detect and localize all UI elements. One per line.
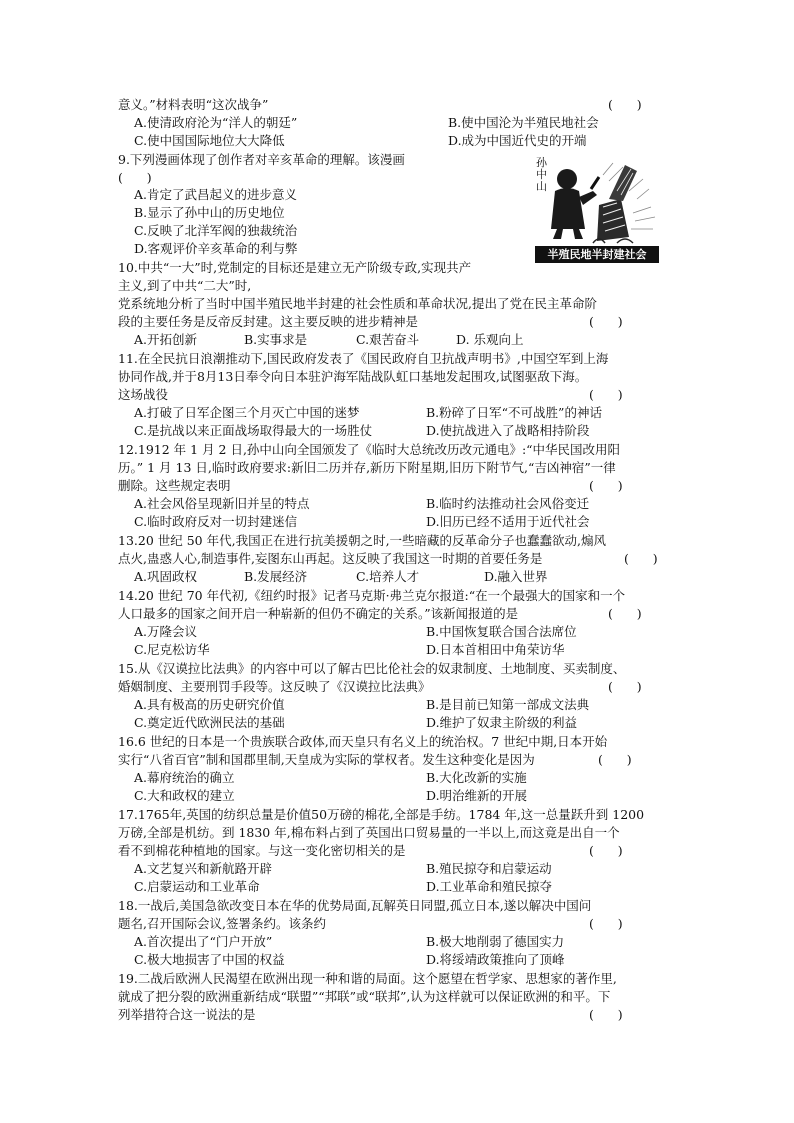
- q16-option-b: B.大化改新的实施: [426, 770, 527, 785]
- q15-option-b: B.是目前已知第一部成文法典: [426, 697, 590, 712]
- q15-line-2: 婚姻制度、主要刑罚手段等。这反映了《汉谟拉比法典》: [118, 679, 431, 694]
- q19-line-3: 列举措符合这一说法的是: [118, 1007, 256, 1022]
- q17-line-3: 看不到棉花种植地的国家。与这一变化密切相关的是: [118, 843, 406, 858]
- q18-line-2: 题名,召开国际会议,签署条约。该条约: [118, 916, 326, 931]
- q8-option-b: B.使中国沦为半殖民地社会: [448, 115, 599, 130]
- q13-option-c: C.培养人才: [356, 569, 420, 584]
- q18-option-b: B.极大地削弱了德国实力: [426, 934, 565, 949]
- q14-option-a: A.万隆会议: [134, 624, 198, 639]
- q17-option-b: B.殖民掠夺和启蒙运动: [426, 861, 552, 876]
- q13-line-1: 13.20 世纪 50 年代,我国正在进行抗美援朝之时,一些暗藏的反革命分子也蠢蠢欲动,煽风: [118, 533, 607, 548]
- q12-option-a: A.社会风俗呈现新旧并呈的特点: [134, 496, 310, 511]
- q12-line-3: 删除。这些规定表明: [118, 478, 231, 493]
- q11-option-b: B.粉碎了日军“不可战胜”的神话: [426, 405, 602, 420]
- q9-answer-bracket: ( ): [118, 170, 152, 185]
- q16-answer-bracket: ( ): [598, 752, 632, 767]
- q18-option-a: A.首次提出了“门户开放”: [134, 934, 273, 949]
- q16-option-c: C.大和政权的建立: [134, 788, 235, 803]
- q10-option-a: A.开拓创新: [134, 332, 198, 347]
- q18-answer-bracket: ( ): [589, 916, 623, 931]
- q11-line-1: 11.在全民抗日浪潮推动下,国民政府发表了《国民政府自卫抗战声明书》,中国空军到上海: [118, 351, 609, 366]
- q10-option-b: B.实事求是: [244, 332, 308, 347]
- q13-line-2: 点火,蛊惑人心,制造事件,妄图东山再起。这反映了我国这一时期的首要任务是: [118, 551, 543, 566]
- q15-answer-bracket: ( ): [608, 679, 642, 694]
- q16-line-1: 16.6 世纪的日本是一个贵族联合政体,而天皇只有名义上的统治权。7 世纪中期,日本开始: [118, 734, 608, 749]
- q11-line-2: 协同作战,并于8月13日奉令向日本驻沪海军陆战队虹口基地发起围攻,试图驱敌下海。: [118, 369, 588, 384]
- q11-option-d: D.使抗战进入了战略相持阶段: [426, 423, 590, 438]
- q15-option-c: C.奠定近代欧洲民法的基础: [134, 715, 285, 730]
- q10-line-4: 段的主要任务是反帝反封建。这主要反映的进步精神是: [118, 314, 419, 329]
- q11-line-3: 这场战役: [118, 387, 169, 402]
- q8-option-c: C.使中国国际地位大大降低: [134, 133, 285, 148]
- q10-answer-bracket: ( ): [589, 314, 623, 329]
- q10-option-c: C.艰苦奋斗: [356, 332, 420, 347]
- q10-line-1: 10.中共“一大”时,党制定的目标还是建立无产阶级专政,实现共产: [118, 260, 472, 275]
- q16-line-2: 实行“八省百官”制和国郡里制,天皇成为实际的掌权者。发生这种变化是因为: [118, 752, 535, 767]
- cartoon-figure-label: 孙中山: [536, 156, 547, 193]
- q9-option-a: A.肯定了武昌起义的进步意义: [134, 187, 298, 202]
- q11-option-c: C.是抗战以来正面战场取得最大的一场胜仗: [134, 423, 373, 438]
- q16-option-a: A.幕府统治的确立: [134, 770, 235, 785]
- q10-line-3: 党系统地分析了当时中国半殖民地半封建的社会性质和革命状况,提出了党在民主革命阶: [118, 296, 597, 311]
- q13-option-b: B.发展经济: [244, 569, 308, 584]
- q14-option-d: D.日本首相田中角荣访华: [426, 642, 565, 657]
- q15-line-1: 15.从《汉谟拉比法典》的内容中可以了解古巴比伦社会的奴隶制度、土地制度、买卖制度、: [118, 661, 626, 676]
- q13-answer-bracket: ( ): [624, 551, 658, 566]
- q9-cartoon: [533, 155, 661, 265]
- q13-option-a: A.巩固政权: [134, 569, 198, 584]
- q10-option-d: D. 乐观向上: [456, 332, 524, 347]
- q15-option-a: A.具有极高的历史研究价值: [134, 697, 285, 712]
- q19-answer-bracket: ( ): [589, 1007, 623, 1022]
- q8-option-a: A.使清政府沦为“洋人的朝廷”: [134, 115, 298, 130]
- q17-option-d: D.工业革命和殖民掠夺: [426, 879, 553, 894]
- q12-answer-bracket: ( ): [589, 478, 623, 493]
- q9-stem: 9.下列漫画体现了创作者对辛亥革命的理解。该漫画: [118, 152, 405, 167]
- q12-option-b: B.临时约法推动社会风俗变迁: [426, 496, 590, 511]
- q9-option-d: D.客观评价辛亥革命的利与弊: [134, 241, 298, 256]
- q16-option-d: D.明治维新的开展: [426, 788, 528, 803]
- q10-line-2: 主义,到了中共“二大”时,: [118, 278, 252, 293]
- q17-option-c: C.启蒙运动和工业革命: [134, 879, 260, 894]
- q18-line-1: 18.一战后,美国急欲改变日本在华的优势局面,瓦解英日同盟,孤立日本,遂以解决中国问: [118, 898, 592, 913]
- q14-option-b: B.中国恢复联合国合法席位: [426, 624, 577, 639]
- q12-line-1: 12.1912 年 1 月 2 日,孙中山向全国颁发了《临时大总统改历改元通电》:“中华民国改用阳: [118, 442, 621, 457]
- q14-line-1: 14.20 世纪 70 年代初,《纽约时报》记者马克斯·弗兰克尔报道:“在一个最强大的国家和一个: [118, 588, 626, 603]
- q14-option-c: C.尼克松访华: [134, 642, 210, 657]
- q8-answer-bracket: ( ): [608, 97, 642, 112]
- q15-option-d: D.维护了奴隶主阶级的利益: [426, 715, 578, 730]
- q17-line-2: 万磅,全部是机纺。到 1830 年,棉布料占到了英国出口贸易量的一半以上,而这竟是出自一个: [118, 825, 620, 840]
- q19-line-1: 19.二战后欧洲人民渴望在欧洲出现一种和谐的局面。这个愿望在哲学家、思想家的著作里,: [118, 971, 617, 986]
- q11-answer-bracket: ( ): [589, 387, 623, 402]
- q14-answer-bracket: ( ): [608, 606, 642, 621]
- q13-option-d: D.融入世界: [484, 569, 548, 584]
- q8-stem-tail: 意义。”材料表明“这次战争”: [118, 97, 269, 112]
- q18-option-d: D.将绥靖政策推向了顶峰: [426, 952, 565, 967]
- q17-line-1: 17.1765年,英国的纺织总量是价值50万磅的棉花,全部是手纺。1784 年,这一总量跃升到 1200: [118, 807, 645, 822]
- q9-option-b: B.显示了孙中山的历史地位: [134, 205, 285, 220]
- q11-option-a: A.打破了日军企图三个月灭亡中国的迷梦: [134, 405, 360, 420]
- q12-option-d: D.旧历已经不适用于近代社会: [426, 514, 590, 529]
- cartoon-banner-text: 半殖民地半封建社会: [547, 248, 647, 261]
- q18-option-c: C.极大地损害了中国的权益: [134, 952, 285, 967]
- q14-line-2: 人口最多的国家之间开启一种崭新的但仍不确定的关系。”该新闻报道的是: [118, 606, 519, 621]
- q17-answer-bracket: ( ): [589, 843, 623, 858]
- q12-line-2: 历。” 1 月 13 日,临时政府要求:新旧二历并存,新历下附星期,旧历下附节气,“吉凶神宿”一律: [118, 460, 616, 475]
- q9-option-c: C.反映了北洋军阀的独裁统治: [134, 223, 298, 238]
- q8-option-d: D.成为中国近代史的开端: [448, 133, 587, 148]
- q19-line-2: 就成了把分裂的欧洲重新结成“联盟”“邦联”或“联邦”,认为这样就可以保证欧洲的和平。下: [118, 989, 611, 1004]
- q12-option-c: C.临时政府反对一切封建迷信: [134, 514, 298, 529]
- q17-option-a: A.文艺复兴和新航路开辟: [134, 861, 273, 876]
